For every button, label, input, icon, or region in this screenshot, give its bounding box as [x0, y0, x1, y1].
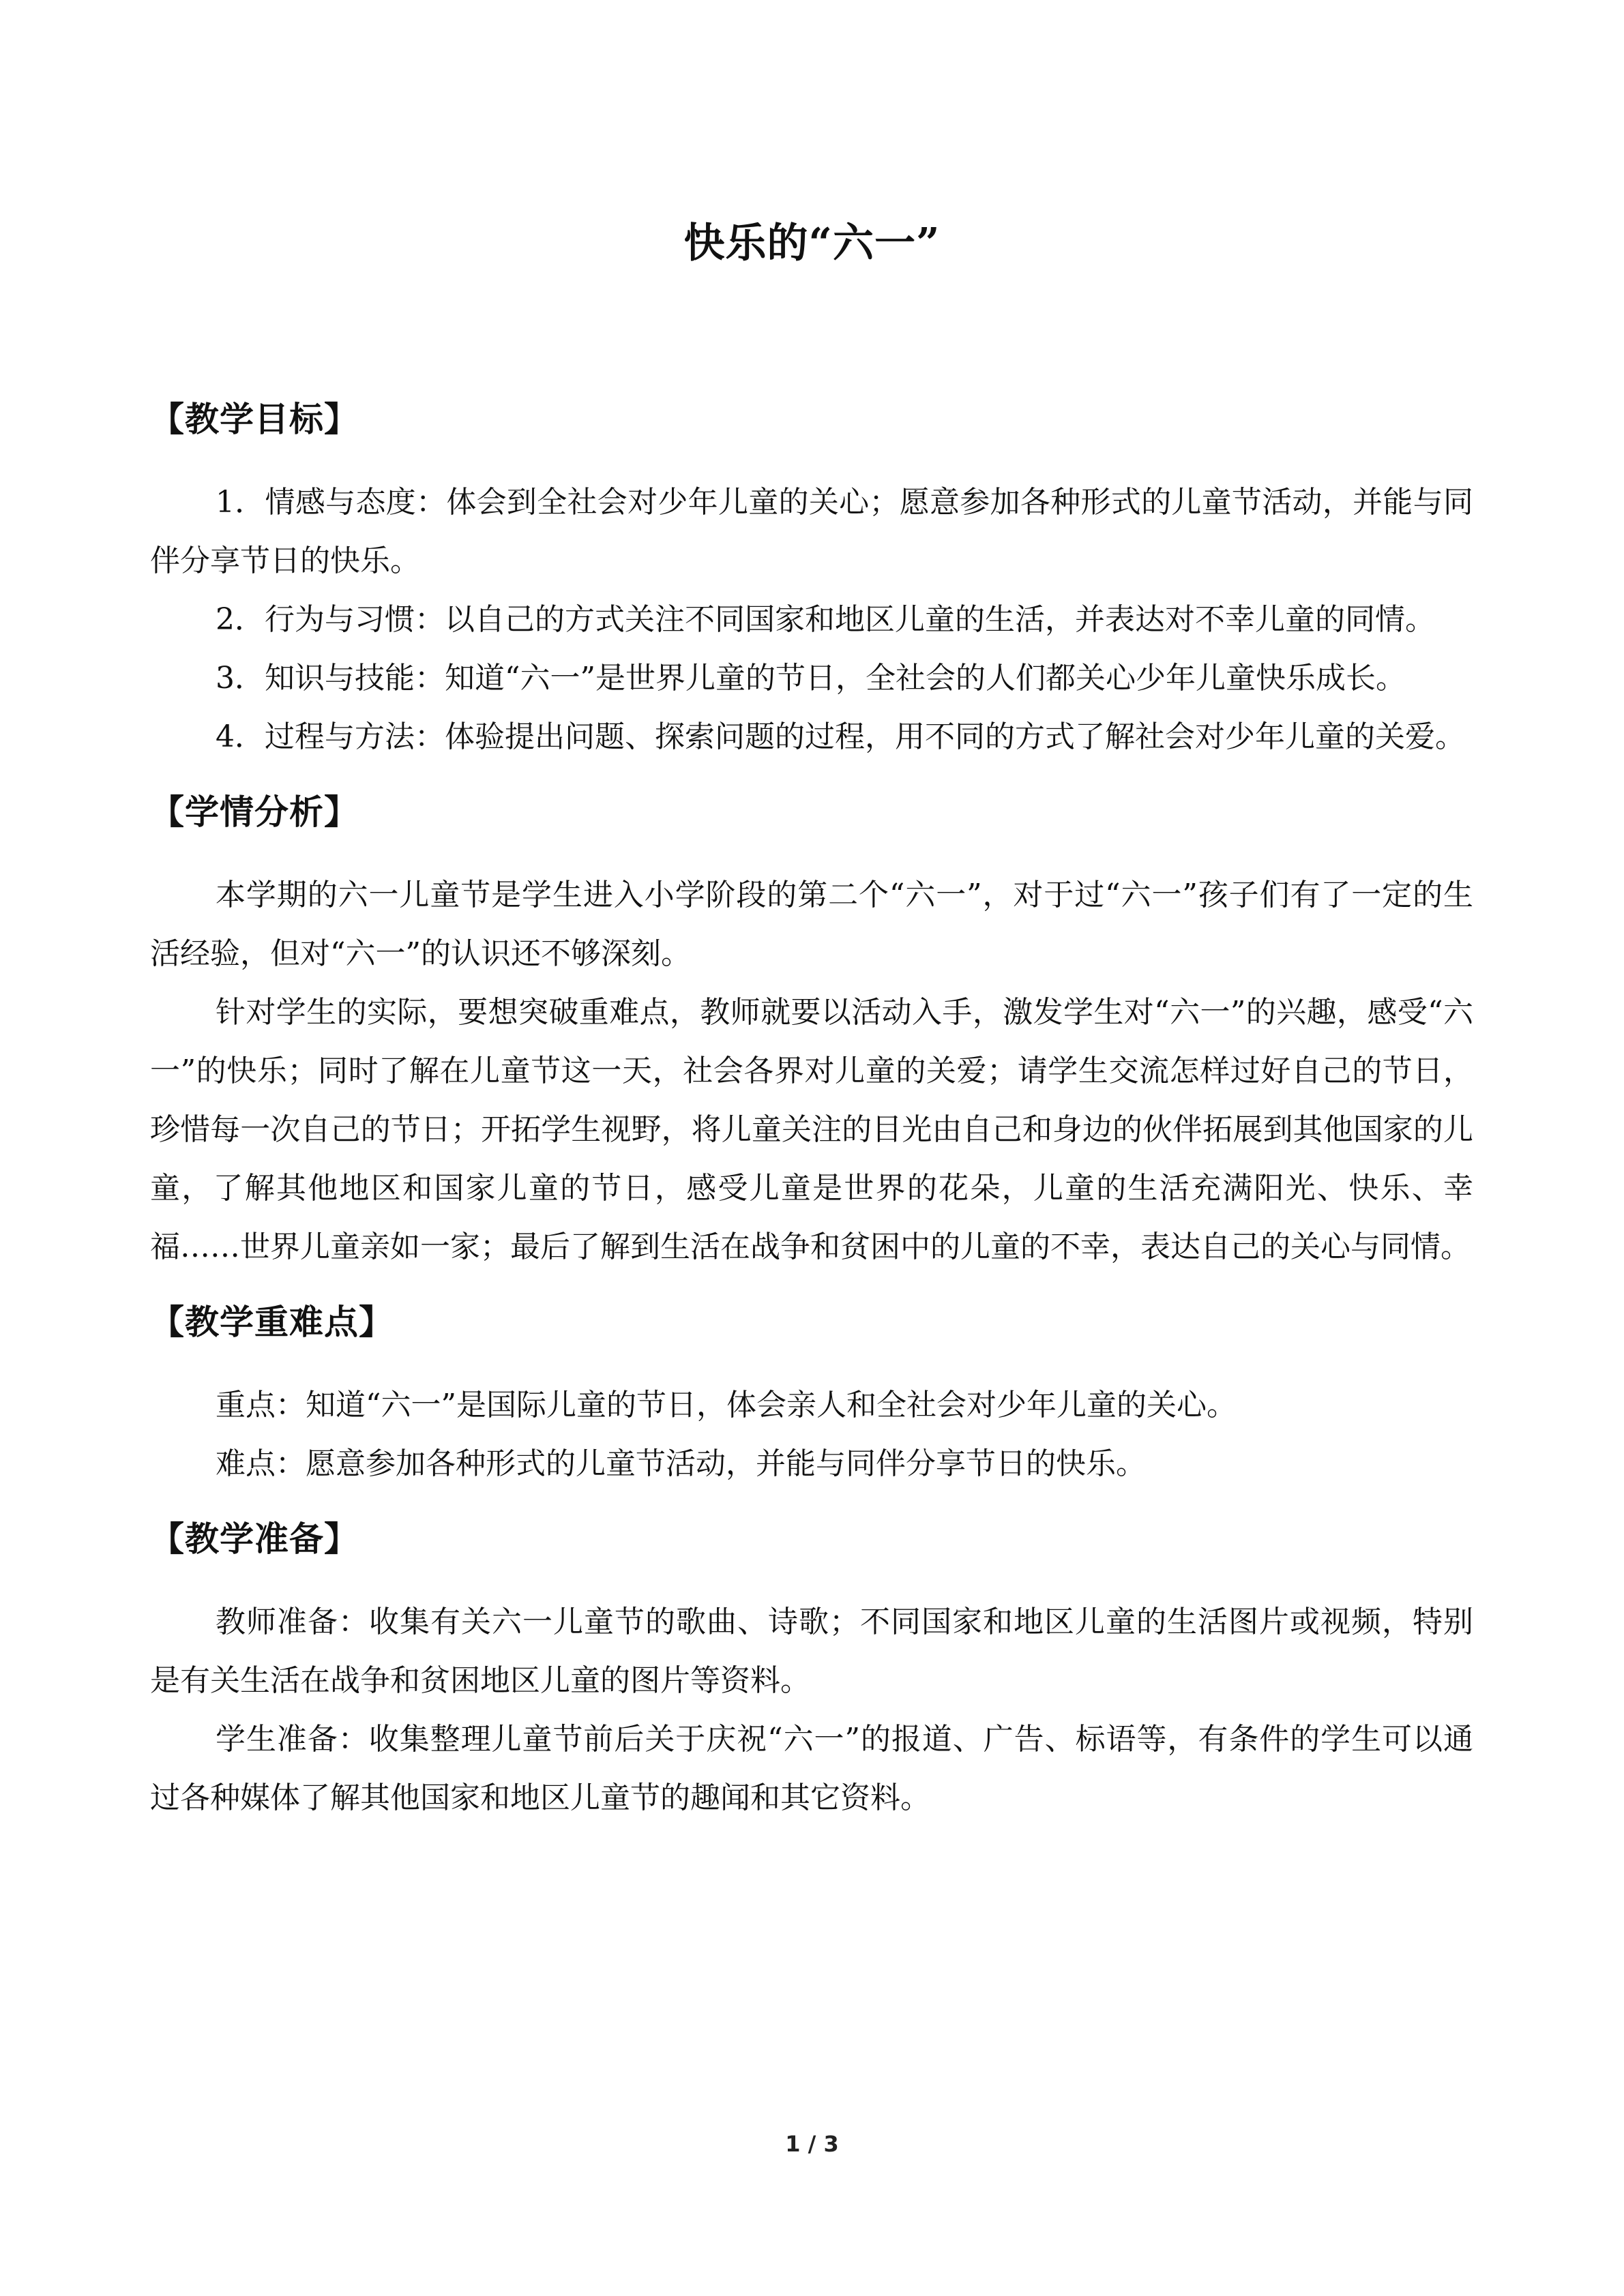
paragraph: 4．过程与方法：体验提出问题、探索问题的过程，用不同的方式了解社会对少年儿童的关爱。	[216, 719, 1465, 754]
document-body	[150, 389, 1473, 1843]
paragraph: 针对学生的实际，要想突破重难点，教师就要以活动入手，激发学生对“六一”的兴趣，感受“六一”的快乐；同时了解在儿童节这一天，社会各界对儿童的关爱；请学生交流怎样过好自己的节日，珍惜每一次自己的节日；开拓学生视野，将儿童关注的目光由自己和身边的伙伴拓展到其他国家的儿童，了解其他地区和国家儿童的节日，感受儿童是世界的花朵，儿童的生活充满阳光、快乐、幸福……世界儿童亲如一家；最后了解到生活在战争和贫困中的儿童的不幸，表达自己的关心与同情。	[150, 995, 1473, 1264]
paragraph: 教师准备：收集有关六一儿童节的歌曲、诗歌；不同国家和地区儿童的生活图片或视频，特别是有关生活在战争和贫困地区儿童的图片等资料。	[150, 1605, 1473, 1698]
paragraph: 本学期的六一儿童节是学生进入小学阶段的第二个“六一”，对于过“六一”孩子们有了一定的生活经验，但对“六一”的认识还不够深刻。	[150, 878, 1473, 971]
section-heading: 【教学准备】	[150, 1519, 359, 1559]
section-key-difficulties	[150, 1292, 1473, 1493]
document-title: 快乐的“六一”	[683, 220, 941, 267]
paragraph: 重点：知道“六一”是国际儿童的节日，体会亲人和全社会对少年儿童的关心。	[216, 1388, 1237, 1422]
paragraph: 难点：愿意参加各种形式的儿童节活动，并能与同伴分享节日的快乐。	[216, 1446, 1146, 1481]
page-number: 1 / 3	[785, 2131, 839, 2157]
section-student-analysis	[150, 781, 1473, 1277]
section-heading: 【教学目标】	[150, 399, 359, 439]
section-teaching-objectives	[150, 389, 1473, 766]
paragraph: 1．情感与态度：体会到全社会对少年儿童的关心；愿意参加各种形式的儿童节活动，并能与同伴分享节日的快乐。	[150, 485, 1473, 578]
section-teaching-preparation	[150, 1508, 1473, 1828]
paragraph: 3．知识与技能：知道“六一”是世界儿童的节日，全社会的人们都关心少年儿童快乐成长。	[216, 661, 1406, 696]
section-heading: 【学情分析】	[150, 792, 359, 832]
section-heading: 【教学重难点】	[150, 1302, 394, 1342]
paragraph: 2．行为与习惯：以自己的方式关注不同国家和地区儿童的生活，并表达对不幸儿童的同情。	[216, 602, 1435, 637]
paragraph: 学生准备：收集整理儿童节前后关于庆祝“六一”的报道、广告、标语等，有条件的学生可以通过各种媒体了解其他国家和地区儿童节的趣闻和其它资料。	[150, 1722, 1473, 1815]
